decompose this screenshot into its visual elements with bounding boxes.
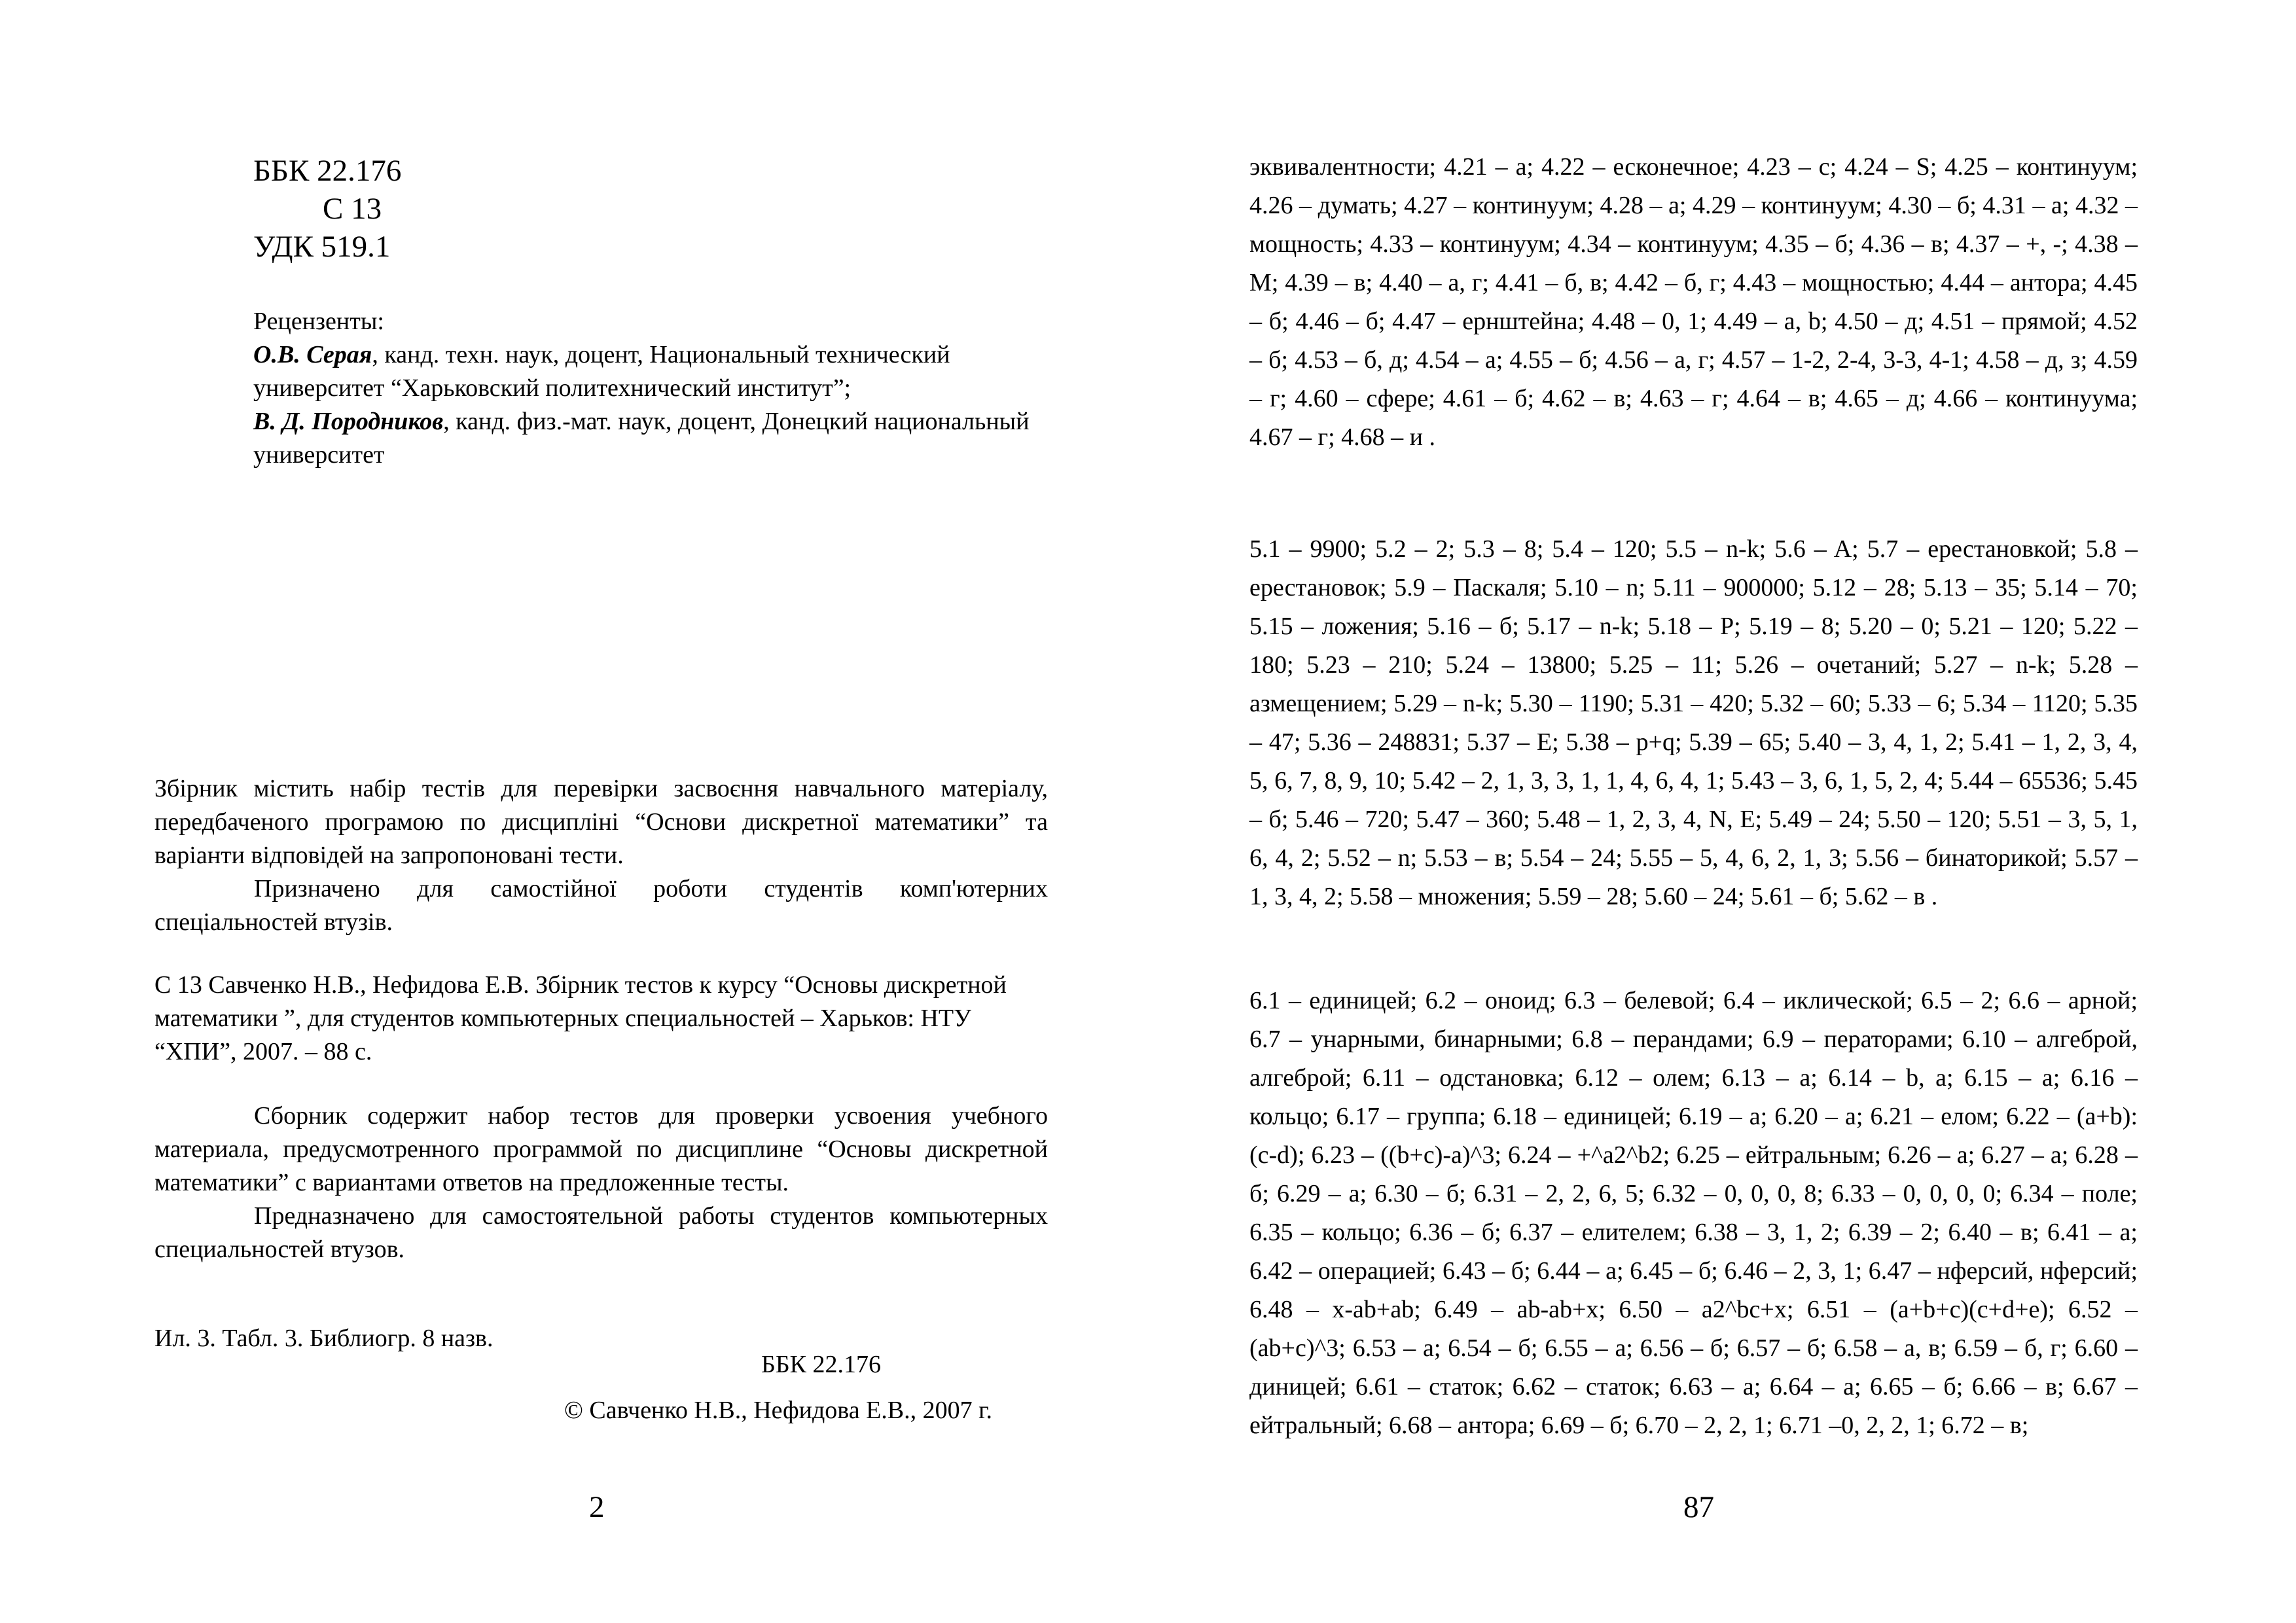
reviewer-1 [253,338,1065,405]
reviewer-1-name: О.В. Серая [253,341,372,368]
udk-code: УДК 519.1 [253,230,391,264]
author-code: С 13 [323,192,382,226]
copyright-line: © Савченко Н.В., Нефидова Е.В., 2007 г. [564,1397,992,1424]
right-page [1148,0,2296,1623]
reviewer-2-text: , канд. физ.-мат. наук, доцент, Донецкий национальный университет [253,408,1030,469]
russian-annotation [154,1099,1048,1266]
answers-section-5: 5.1 – 9900; 5.2 – 2; 5.3 – 8; 5.4 – 120; 5.5 – n-k; 5.6 – A; 5.7 – ерестановкой; 5.8 – ерестановок; 5.9 – Паскаля; 5.10 – n; 5.11 – 900000; 5.12 – 28; 5.13 – 35; 5.14 – 70; 5.15 – ложения; 5.16 – б; 5.17 – n-k; 5.18 – P; 5.19 – 8; 5.20 – 0; 5.21 – 120; 5.22 – 180; 5.23 – 210; 5.24 – 13800; 5.25 – 11; 5.26 – очетаний; 5.27 – n-k; 5.28 – азмещением; 5.29 – n-k; 5.30 – 1190; 5.31 – 420; 5.32 – 60; 5.33 – 6; 5.34 – 1120; 5.35 – 47; 5.36 – 248831; 5.37 – E; 5.38 – p+q; 5.39 – 65; 5.40 – 3, 4, 1, 2; 5.41 – 1, 2, 3, 4, 5, 6, 7, 8, 9, 10; 5.42 – 2, 1, 3, 3, 1, 1, 4, 6, 4, 1; 5.43 – 3, 6, 1, 5, 2, 4; 5.44 – 65536; 5.45 – б; 5.46 – 720; 5.47 – 360; 5.48 – 1, 2, 3, 4, N, E; 5.49 – 24; 5.50 – 120; 5.51 – 3, 5, 1, 6, 4, 2; 5.52 – n; 5.53 – в; 5.54 – 24; 5.55 – 5, 4, 6, 2, 1, 3; 5.56 – бинаторикой; 5.57 – 1, 3, 4, 2; 5.58 – множения; 5.59 – 28; 5.60 – 24; 5.61 – б; 5.62 – в . [1249,535,2138,910]
reviewers-title: Рецензенты: [253,308,384,335]
bbk-code: ББК 22.176 [253,154,402,188]
page-number-left: 2 [589,1490,605,1524]
reviewer-2-name: В. Д. Породников [253,408,444,435]
reviewer-2 [253,405,1065,472]
reviewers-section [253,305,1065,472]
answers-section-6: 6.1 – единицей; 6.2 – оноид; 6.3 – белевой; 6.4 – иклической; 6.5 – 2; 6.6 – арной; 6.7 – унарными, бинарными; 6.8 – перандами; 6.9 – ператорами; 6.10 – алгеброй, алгеброй; 6.11 – одстановка; 6.12 – олем; 6.13 – a; 6.14 – b, a; 6.15 – a; 6.16 – кольцо; 6.17 – группа; 6.18 – единицей; 6.19 – а; 6.20 – а; 6.21 – елом; 6.22 – (a+b):(c-d); 6.23 – ((b+c)-a)^3; 6.24 – +^a2^b2; 6.25 – ейтральным; 6.26 – а; 6.27 – а; 6.28 – б; 6.29 – а; 6.30 – б; 6.31 – 2, 2, 6, 5; 6.32 – 0, 0, 0, 8; 6.33 – 0, 0, 0, 0; 6.34 – поле; 6.35 – кольцо; 6.36 – б; 6.37 – елителем; 6.38 – 3, 1, 2; 6.39 – 2; 6.40 – в; 6.41 – а; 6.42 – операцией; 6.43 – б; 6.44 – а; 6.45 – б; 6.46 – 2, 3, 1; 6.47 – нферсий, нферсий; 6.48 – x-ab+ab; 6.49 – ab-ab+x; 6.50 – a2^bc+x; 6.51 – (a+b+c)(c+d+e); 6.52 – (ab+c)^3; 6.53 – а; 6.54 – б; 6.55 – а; 6.56 – б; 6.57 – б; 6.58 – а, в; 6.59 – б, г; 6.60 – диницей; 6.61 – статок; 6.62 – статок; 6.63 – а; 6.64 – а; 6.65 – б; 6.66 – в; 6.67 – ейтральный; 6.68 – антора; 6.69 – б; 6.70 – 2, 2, 1; 6.71 –0, 2, 2, 1; 6.72 – в; [1249,987,2138,1439]
ru-annotation-p2: Предназначено для самостоятельной работы студентов компьютерных специальностей втузов. [154,1202,1048,1263]
ukrainian-annotation [154,772,1048,939]
illustrations-line: Ил. 3. Табл. 3. Библиогр. 8 назв. [154,1325,493,1352]
reviewer-1-text: , канд. техн. наук, доцент, Национальный технический университет “Харьковский политехнический институт”; [253,341,950,402]
classification-codes [253,152,401,266]
ru-annotation-p1: Сборник содержит набор тестов для проверки усвоения учебного материала, предусмотренного программой по дисциплине “Основы дискретной математики” с вариантами ответов на предложенные тесты. [154,1102,1048,1196]
answers-section-4: эквивалентности; 4.21 – а; 4.22 – есконечное; 4.23 – с; 4.24 – S; 4.25 – континуум; 4.26 – думать; 4.27 – континуум; 4.28 – а; 4.29 – континуум; 4.30 – б; 4.31 – а; 4.32 – мощность; 4.33 – континуум; 4.34 – континуум; 4.35 – б; 4.36 – в; 4.37 – +, -; 4.38 – M; 4.39 – в; 4.40 – а, г; 4.41 – б, в; 4.42 – б, г; 4.43 – мощностью; 4.44 – антора; 4.45 – б; 4.46 – б; 4.47 – ернштейна; 4.48 – 0, 1; 4.49 – a, b; 4.50 – д; 4.51 – прямой; 4.52 – б; 4.53 – б, д; 4.54 – а; 4.55 – б; 4.56 – а, г; 4.57 – 1-2, 2-4, 3-3, 4-1; 4.58 – д, з; 4.59 – г; 4.60 – сфере; 4.61 – б; 4.62 – в; 4.63 – г; 4.64 – в; 4.65 – д; 4.66 – континуума; 4.67 – г; 4.68 – и . [1249,153,2138,451]
ua-annotation-p1: Збірник містить набір тестів для перевірки засвоєння навчального матеріалу, передбаченого програмою по дисципліні “Основи дискретної математики” та варіанти відповідей на запропоновані тести. [154,775,1048,869]
bbk-bottom: ББК 22.176 [761,1351,881,1378]
ua-annotation-p2: Призначено для самостійної роботи студентів комп'ютерних спеціальностей втузів. [154,875,1048,936]
bibliographic-entry: С 13 Савченко Н.В., Нефидова Е.В. Збірник тестов к курсу “Основы дискретной математики ”, для студентов компьютерных специальностей – Харьков: НТУ “ХПИ”, 2007. – 88 с. [154,971,1007,1065]
page-number-right: 87 [1683,1490,1714,1524]
